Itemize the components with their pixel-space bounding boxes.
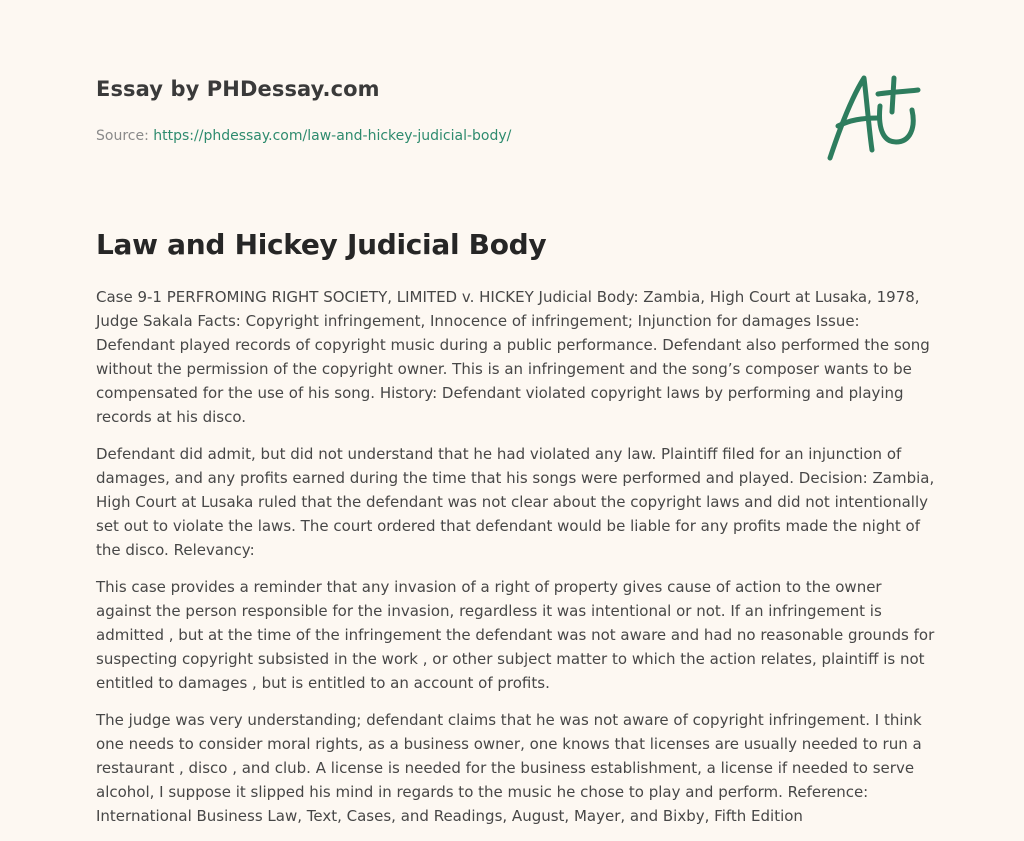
source-link[interactable]: https://phdessay.com/law-and-hickey-judicial-body/ [153, 128, 512, 144]
essay-paragraph: Defendant did admit, but did not understand that he had violated any law. Plaintiff filed for an injunction of damages, and any profits earned during the time that his songs were performed and played. Decision: Zambia, High Court at Lusaka ruled that the defendant was not clear about the copyright laws and did not intentionally set out to violate the laws. The court ordered that defendant would be liable for any profits made the night of the disco. Relevancy: [96, 445, 935, 559]
essay-paragraph: This case provides a reminder that any invasion of a right of property gives cause of action to the owner against the person responsible for the invasion, regardless it was intentional or not. If an infringement is admitted , but at the time of the infringement the defendant was not aware and had no reasonable grounds for suspecting copyright subsisted in the work , or other subject matter to which the action relates, plaintiff is not entitled to damages , but is entitled to an account of profits. [96, 578, 935, 692]
source-line [96, 126, 796, 146]
essay-body [96, 285, 936, 841]
a-plus-grade-icon [822, 68, 928, 164]
source-label: Source: [96, 128, 149, 144]
page-header [96, 74, 796, 146]
site-brand: Essay by PHDessay.com [96, 77, 380, 101]
essay-paragraph: The judge was very understanding; defendant claims that he was not aware of copyright infringement. I think one needs to consider moral rights, as a business owner, one knows that licenses are usually needed to run a restaurant , disco , and club. A license is needed for the business establishment, a license if needed to serve alcohol, I suppose it slipped his mind in regards to the music he chose to play and perform. Reference: International Business Law, Text, Cases, and Readings, August, Mayer, and Bixby, Fifth Edition [96, 711, 922, 825]
essay-paragraph: Case 9-1 PERFROMING RIGHT SOCIETY, LIMITED v. HICKEY Judicial Body: Zambia, High Court at Lusaka, 1978, Judge Sakala Facts: Copyright infringement, Innocence of infringement; Injunction for damages Issue: Defendant played records of copyright music during a public performance. Defendant also performed the song without the permission of the copyright owner. This is an infringement and the song’s composer wants to be compensated for the use of his song. History: Defendant violated copyright laws by performing and playing records at his disco. [96, 288, 930, 426]
essay-title: Law and Hickey Judicial Body [96, 228, 547, 261]
